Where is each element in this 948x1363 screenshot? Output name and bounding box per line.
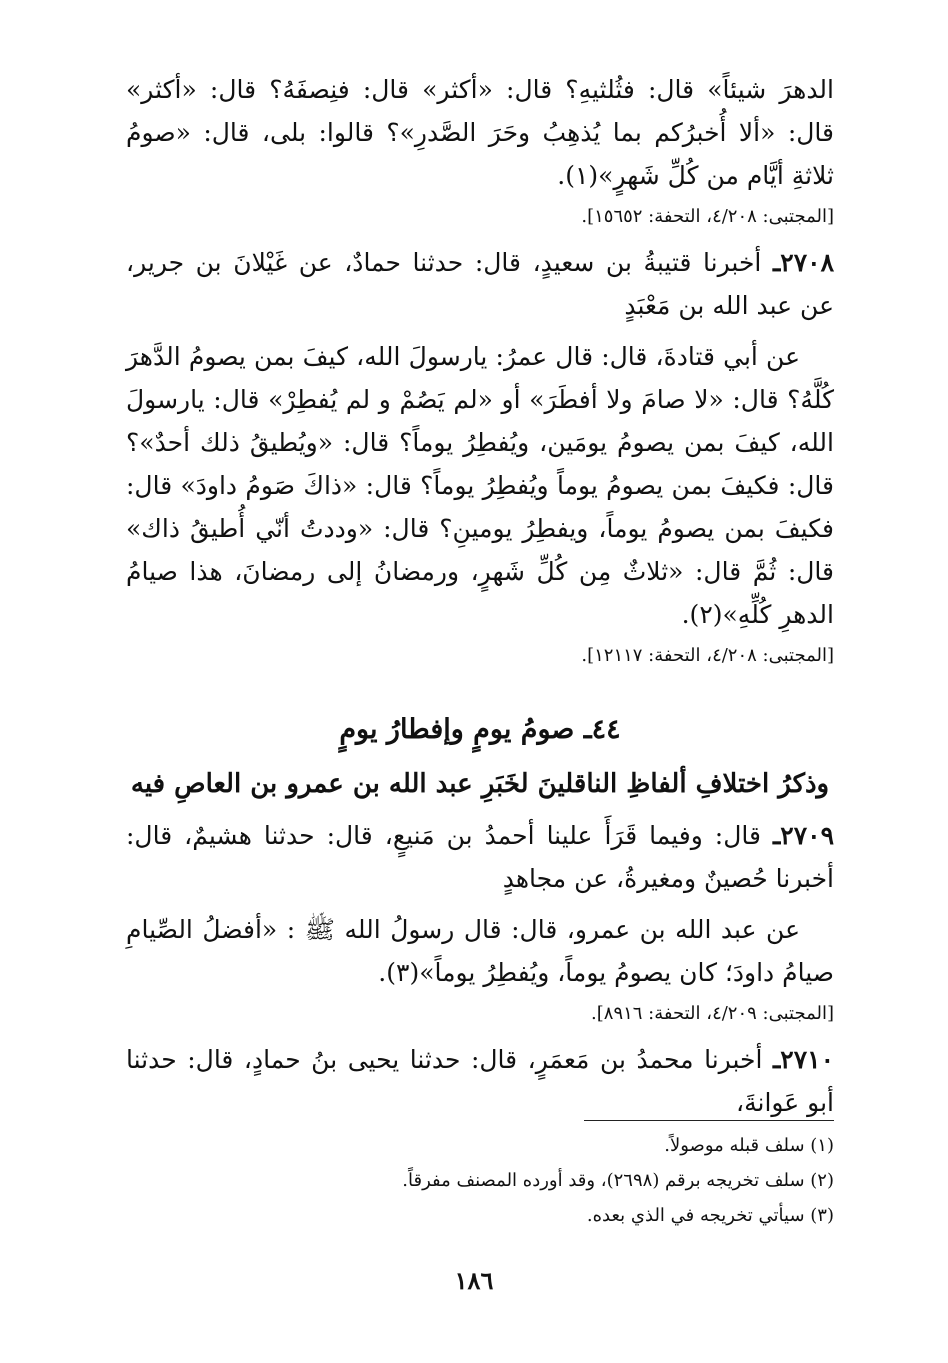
isnad-text: أخبرنا محمدُ بن مَعمَرٍ، قال: حدثنا يحيى بنُ حمادٍ، قال: حدثنا أبو عَوانةَ،: [126, 1045, 834, 1117]
footnotes: [134, 1128, 834, 1233]
footnote-3: (٣) سيأتي تخريجه في الذي بعده.: [586, 1205, 834, 1226]
isnad-text: أخبرنا قتيبةُ بن سعيدٍ، قال: حدثنا حمادٌ، عن غَيْلانَ بن جرير، عن عبد الله بن مَعْبَدٍ: [126, 248, 834, 320]
footnote-2: (٢) سلف تخريجه برقم (٢٦٩٨)، وقد أورده المصنف مفرقاً.: [402, 1170, 834, 1191]
page-number: ١٨٦: [454, 1266, 494, 1295]
footnote-divider: [584, 1120, 834, 1121]
source-reference: [المجتبى: ٤/٢٠٨، التحفة: ١٢١١٧].: [581, 645, 834, 666]
hadith-2710-isnad: [126, 1038, 834, 1124]
hadith-2709-matn: عن عبد الله بن عمرو، قال: قال رسولُ الله ﷺ : «أفضلُ الصِّيامِ صيامُ داودَ؛ كان يصومُ يوماً، ويُفطِرُ يوماً»(٣).: [126, 915, 834, 987]
hadith-number: ٢٧٠٨ـ: [772, 248, 834, 277]
subchapter-title: وذكرُ اختلافِ ألفاظِ الناقلينَ لخَبَرِ عبد الله بن عمرو بن العاصِ فيه: [130, 769, 830, 799]
chapter-title: ٤٤ـ صومُ يومٍ وإفطارُ يومٍ: [339, 714, 621, 745]
source-reference: [المجتبى: ٤/٢٠٩، التحفة: ٨٩١٦].: [591, 1003, 834, 1024]
source-reference: [المجتبى: ٤/٢٠٨، التحفة: ١٥٦٥٢].: [581, 206, 834, 227]
hadith-number: ٢٧١٠ـ: [772, 1045, 834, 1074]
footnote-1: (١) سلف قبله موصولاً.: [664, 1135, 834, 1156]
isnad-text: قال: وفيما قَرَأَ علينا أحمدُ بن مَنيعٍ، قال: حدثنا هشيمٌ، قال: أخبرنا حُصينٌ ومغيرةُ، عن مجاهدٍ: [126, 821, 834, 893]
hadith-2708-isnad: [126, 241, 834, 327]
hadith-2708-matn: عن أبي قتادةَ، قال: قال عمرُ: يارسولَ الله، كيفَ بمن يصومُ الدَّهرَ كُلَّهُ؟ قال: «لا صامَ ولا أفطَرَ» أو «لم يَصُمْ و لم يُفطِرْ» قال: يارسولَ الله، كيفَ بمن يصومُ يومَين، ويُفطِرُ يوماً؟ قال: «ويُطيقُ ذلك أحدٌ»؟ قال: فكيفَ بمن يصومُ يوماً ويُفطِرُ يوماً؟ قال: «ذاكَ صَومُ داودَ» قال: فكيفَ بمن يصومُ يوماً، ويفطِرُ يومينِ؟ قال: «وددتُ أنّي أُطيقُ ذاك» قال: ثُمَّ قال: «ثلاثٌ مِن كُلِّ شَهرٍ، ورمضانُ إلى رمضانَ، هذا صيامُ الدهرِ كُلِّهِ»(٢).: [126, 342, 834, 629]
hadith-number: ٢٧٠٩ـ: [772, 821, 834, 850]
hadith-continuation-text: الدهرَ شيئاً» قال: فثُلثيهِ؟ قال: «أكثر» قال: فنِصفَهُ؟ قال: «أكثر» قال: «ألا أُخبرُكم بما يُذهِبُ وحَرَ الصَّدرِ»؟ قالوا: بلى، قال: «صومُ ثلاثةِ أيَّام من كُلِّ شَهرٍ»(١).: [126, 75, 834, 190]
hadith-2709-isnad: [126, 814, 834, 900]
